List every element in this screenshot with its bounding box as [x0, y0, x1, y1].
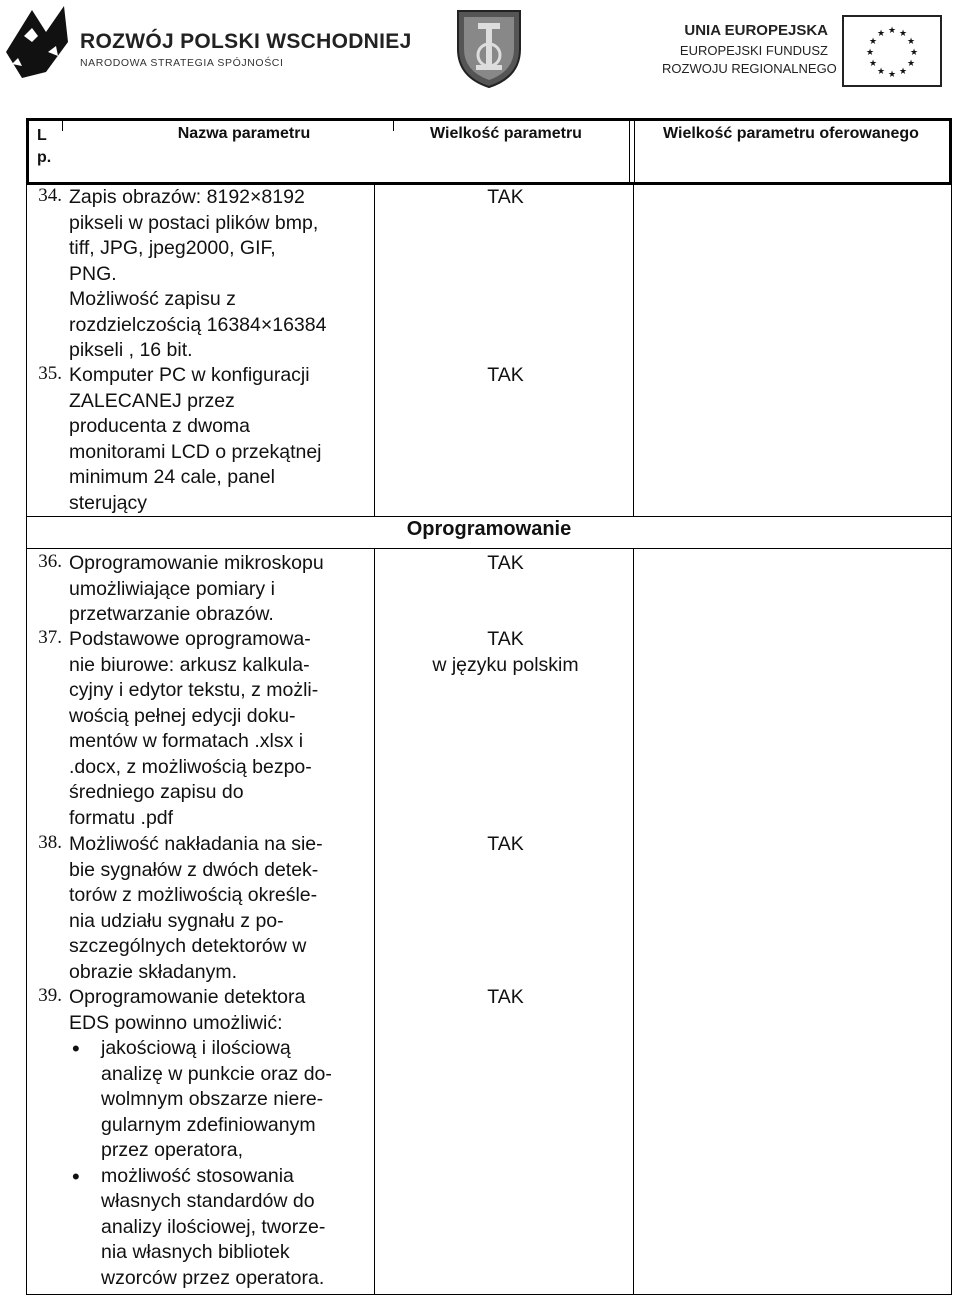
row-number: 34.	[38, 185, 62, 206]
header-sep-name	[393, 121, 394, 131]
header-param-offered: Wielkość parametru oferowanego	[663, 125, 919, 142]
row-value: TAK	[487, 186, 524, 208]
eu-flag-icon	[842, 15, 942, 87]
row-value: TAK	[487, 552, 524, 574]
row-description: Komputer PC w konfiguracji ZALECANEJ przez producenta z dwoma monitorami LCD o przekątnej minimum 24 cale, panel sterujący	[69, 364, 322, 514]
row-number: 39.	[38, 985, 62, 1006]
row-value: TAK	[487, 986, 524, 1008]
section-bottom-border	[26, 548, 952, 549]
svg-text:★: ★	[906, 59, 916, 69]
eu-fund-line1: EUROPEJSKI FUNDUSZ	[679, 43, 828, 58]
row-value: TAK	[487, 833, 524, 855]
header-sep-lp	[62, 121, 63, 131]
header-lp: L p.	[37, 127, 52, 166]
eu-title: UNIA EUROPEJSKA	[684, 22, 828, 39]
rpw-title: ROZWÓJ POLSKI WSCHODNIEJ	[80, 30, 412, 53]
bullet-list	[69, 1036, 364, 1291]
svg-text:★: ★	[909, 48, 919, 58]
bullet-item: • możliwość stosowania własnych standardów do analizy ilościowej, tworze- nia własnych bibliotek wzorców przez operatora.	[101, 1164, 364, 1292]
svg-text:★: ★	[898, 29, 908, 39]
section-heading: Oprogramowanie	[406, 518, 572, 540]
row-value-note: w języku polskim	[432, 653, 579, 676]
header-param-name: Nazwa parametru	[177, 125, 311, 142]
row-number: 36.	[38, 551, 62, 572]
row-description: Podstawowe oprogramowa- nie biurowe: arkusz kalkula- cyjny i edytor tekstu, z możli- wością pełnej edycji doku- mentów w formatach .xlsx i .docx, z możliwością bezpo- średniego zapisu do formatu .pdf	[69, 628, 319, 829]
section-top-border	[26, 516, 952, 517]
svg-text:★: ★	[906, 37, 916, 47]
col-sep-2b	[633, 548, 634, 1294]
svg-text:★: ★	[868, 37, 878, 47]
header-sep-value-2	[634, 121, 635, 182]
header-sep-value	[629, 121, 630, 182]
row-description: Zapis obrazów: 8192×8192 pikseli w postaci plików bmp, tiff, JPG, jpeg2000, GIF, PNG. Możliwość zapisu z rozdzielczością 16384×16384 pikseli , 16 bit.	[69, 186, 327, 361]
row-number: 37.	[38, 627, 62, 648]
row-number: 35.	[38, 363, 62, 384]
row-description: Możliwość nakładania na sie- bie sygnałów z dwóch detek- torów z możliwością określe- nia udziału sygnału z po- szczególnych detektorów w obrazie składanym.	[69, 833, 323, 983]
col-sep-1b	[374, 548, 375, 1294]
page-header	[0, 0, 960, 100]
institution-crest-icon	[454, 5, 524, 89]
row-value: TAK	[487, 364, 524, 386]
row-number: 38.	[38, 832, 62, 853]
bullet-item: • jakościową i ilościową analizę w punkcie oraz do- wolmnym obszarze niere- gularnym zdefiniowanym przez operatora,	[101, 1036, 364, 1164]
rpw-subtitle: NARODOWA STRATEGIA SPÓJNOŚCI	[80, 57, 284, 69]
svg-text:★: ★	[887, 70, 897, 80]
svg-text:★: ★	[865, 48, 875, 58]
svg-text:★: ★	[876, 67, 886, 77]
svg-text:★: ★	[887, 26, 897, 36]
svg-text:★: ★	[876, 29, 886, 39]
col-sep-2a	[633, 178, 634, 516]
table-left-border	[26, 178, 27, 1295]
table-header	[26, 118, 952, 185]
table-right-border	[951, 178, 952, 1295]
row-description: Oprogramowanie mikroskopu umożliwiające pomiary i przetwarzanie obrazów.	[69, 552, 324, 625]
header-param-value: Wielkość parametru	[430, 125, 582, 142]
eu-fund-line2: ROZWOJU REGIONALNEGO	[662, 61, 837, 76]
svg-text:★: ★	[898, 67, 908, 77]
row-value-main: TAK	[487, 628, 524, 650]
col-sep-1a	[374, 178, 375, 516]
row-description	[69, 985, 364, 1291]
rpw-logo-icon	[2, 2, 72, 82]
row-description-intro: Oprogramowanie detektora EDS powinno umożliwić:	[69, 986, 306, 1034]
svg-text:★: ★	[868, 59, 878, 69]
row-value	[398, 627, 613, 678]
